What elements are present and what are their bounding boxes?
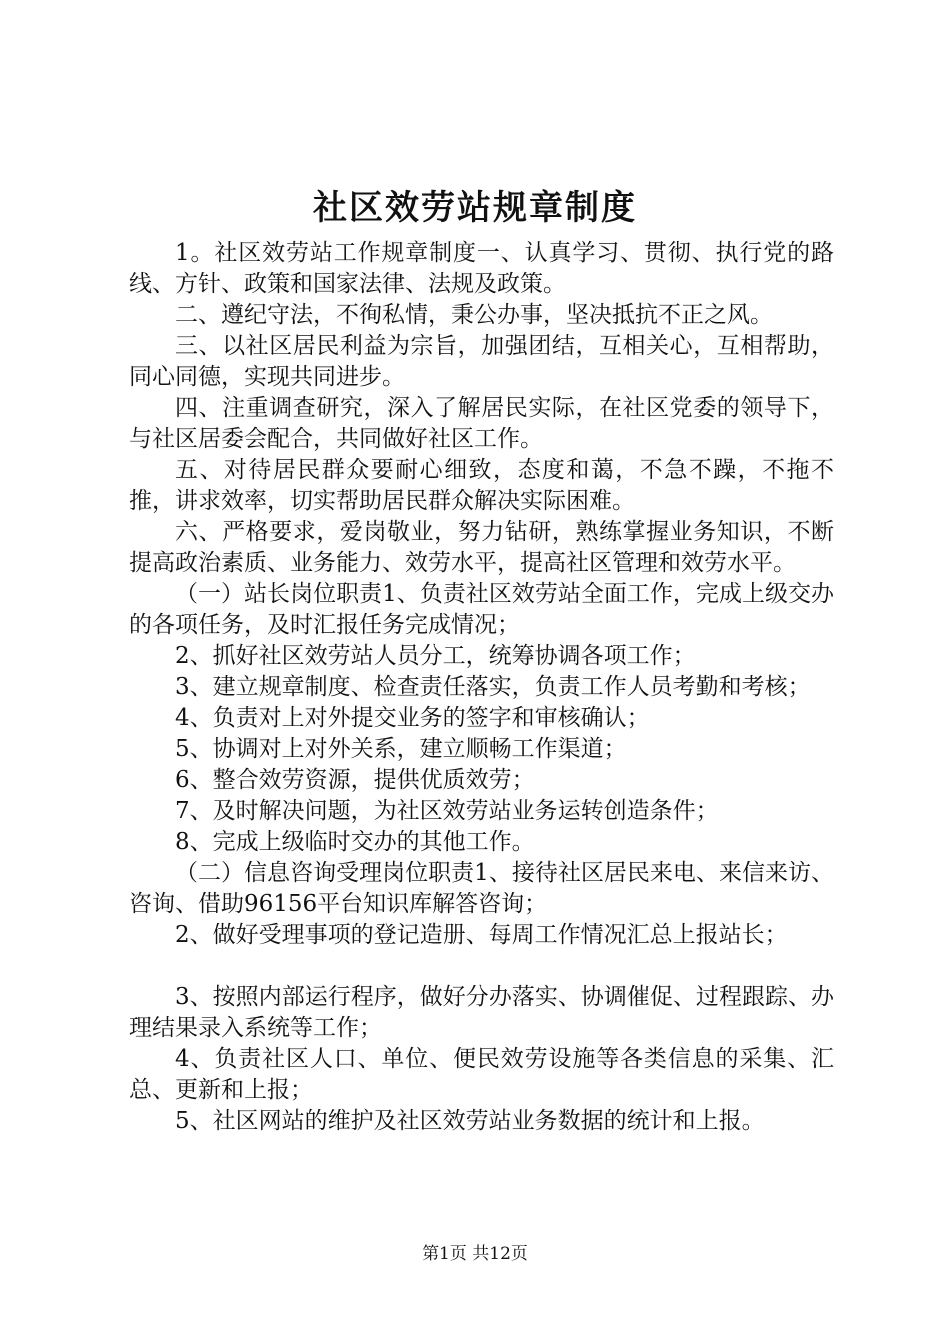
paragraph: 3、建立规章制度、检查责任落实，负责工作人员考勤和考核； (175, 674, 811, 700)
paragraph: 2、做好受理事项的登记造册、每周工作情况汇总上报站长； (175, 922, 788, 948)
paragraph: 4、负责社区人口、单位、便民效劳设施等各类信息的采集、汇总、更新和上报； (129, 1046, 834, 1103)
paragraph: 三、以社区居民利益为宗旨，加强团结，互相关心，互相帮助，同心同德，实现共同进步。 (129, 333, 834, 390)
paragraph: （二）信息咨询受理岗位职责1、接待社区居民来电、来信来访、咨询、借助96156平台知识库解答咨询； (129, 860, 834, 917)
paragraph: 五、对待居民群众要耐心细致，态度和蔼，不急不躁，不拖不推，讲求效率，切实帮助居民群众解决实际困难。 (129, 457, 834, 514)
paragraph: 六、严格要求，爱岗敬业，努力钻研，熟练掌握业务知识，不断提高政治素质、业务能力、效劳水平，提高社区管理和效劳水平。 (129, 519, 834, 576)
paragraph: 8、完成上级临时交办的其他工作。 (175, 829, 535, 855)
document-title: 社区效劳站规章制度 (313, 188, 637, 228)
paragraph: （一）站长岗位职责1、负责社区效劳站全面工作，完成上级交办的各项任务，及时汇报任务完成情况； (129, 581, 834, 638)
paragraph: 3、按照内部运行程序，做好分办落实、协调催促、过程跟踪、办理结果录入系统等工作； (129, 984, 834, 1041)
paragraph: 二、遵纪守法，不徇私情，秉公办事，坚决抵抗不正之风。 (175, 302, 773, 328)
paragraph: 1。社区效劳站工作规章制度一、认真学习、贯彻、执行党的路线、方针、政策和国家法律、法规及政策。 (129, 240, 834, 297)
paragraph: 5、社区网站的维护及社区效劳站业务数据的统计和上报。 (175, 1108, 765, 1134)
paragraph: 四、注重调查研究，深入了解居民实际，在社区党委的领导下，与社区居委会配合，共同做好社区工作。 (129, 395, 834, 452)
document-body (129, 238, 834, 1137)
paragraph: 6、整合效劳资源，提供优质效劳； (175, 767, 535, 793)
paragraph: 2、抓好社区效劳站人员分工，统筹协调各项工作； (175, 643, 696, 669)
page-number: 第1页 共12页 (422, 1244, 528, 1264)
paragraph: 4、负责对上对外提交业务的签字和审核确认； (175, 705, 650, 731)
paragraph: 7、及时解决问题，为社区效劳站业务运转创造条件； (175, 798, 719, 824)
paragraph: 5、协调对上对外关系，建立顺畅工作渠道； (175, 736, 627, 762)
